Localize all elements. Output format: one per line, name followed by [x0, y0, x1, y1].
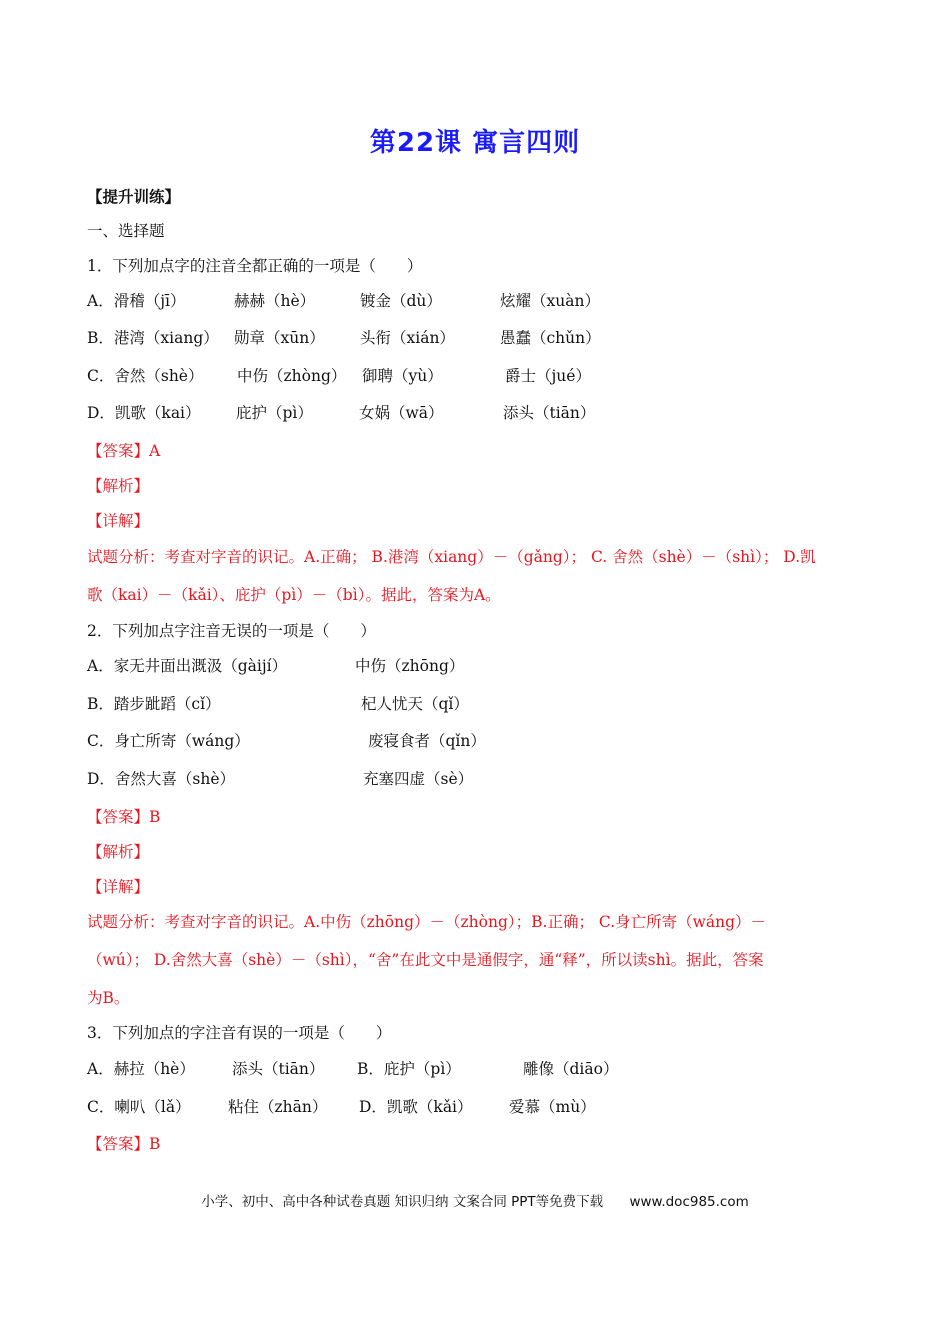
q1-detail-line-2: 歌（kai）－（kǎi）、庇护（pì）－（bì）。据此，答案为A。	[87, 586, 501, 604]
footer-url[interactable]: www.doc985.com	[629, 1194, 749, 1210]
q2-option-d-2: 充塞四虚（sè）	[363, 770, 474, 788]
q2-option-a-1: A．家无井面出溉汲（gàijí）	[87, 657, 288, 675]
q3-option-d-1: D．凯歌（kǎi）	[359, 1098, 473, 1116]
q1-detail-line-1: 试题分析：考查对字音的识记。A.正确； B.港湾（xiang）－（gǎng）； C. 舍然（shè）－（shì）； D.凯	[87, 548, 816, 566]
question-2-stem: 2．下列加点字注音无误的一项是（ ）	[87, 622, 376, 640]
page-title: 第22课 寓言四则	[369, 128, 581, 158]
q1-analysis-label: 【解析】	[87, 477, 150, 495]
q1-option-c-1: C．舍然（shè）	[87, 367, 204, 385]
q1-option-a-3: 镀金（dù）	[360, 292, 442, 310]
q2-detail-line-1: 试题分析：考查对字音的识记。A.中伤（zhōng）－（zhòng）；B.正确； C.身亡所寄（wáng）－	[87, 913, 767, 931]
q2-detail-label: 【详解】	[87, 878, 150, 896]
question-3-stem: 3．下列加点的字注音有误的一项是（ ）	[87, 1024, 392, 1042]
q1-option-c-2: 中伤（zhòng）	[237, 367, 347, 385]
part-heading: 一、选择题	[87, 222, 165, 240]
q1-option-a-4: 炫耀（xuàn）	[500, 292, 600, 310]
q1-option-a-1: A．滑稽（jī）	[87, 292, 186, 310]
q1-option-b-1: B．港湾（xiang）	[87, 329, 219, 347]
q2-option-b-2: 杞人忧天（qǐ）	[361, 695, 469, 713]
q1-option-d-1: D．凯歌（kai）	[87, 404, 201, 422]
q3-answer: 【答案】B	[87, 1135, 161, 1153]
q3-option-b-1: B．庇护（pì）	[357, 1060, 461, 1078]
q2-option-a-2: 中伤（zhōng）	[355, 657, 465, 675]
q1-option-d-4: 添头（tiān）	[503, 404, 596, 422]
q1-option-a-2: 赫赫（hè）	[234, 292, 316, 310]
q3-option-c-1: C．喇叭（lǎ）	[87, 1098, 191, 1116]
q2-option-c-2: 废寝食者（qǐn）	[368, 732, 486, 750]
q1-option-d-2: 庇护（pì）	[236, 404, 313, 422]
q1-detail-label: 【详解】	[87, 512, 150, 530]
q2-option-b-1: B．踏步跐蹈（cǐ）	[87, 695, 221, 713]
q1-option-b-2: 勋章（xūn）	[234, 329, 325, 347]
q3-option-a-1: A．赫拉（hè）	[87, 1060, 195, 1078]
q3-option-d-2: 爱慕（mù）	[509, 1098, 596, 1116]
q2-answer: 【答案】B	[87, 808, 161, 826]
q3-option-c-2: 粘住（zhān）	[228, 1098, 328, 1116]
q1-option-c-3: 御聘（yù）	[362, 367, 443, 385]
q1-option-c-4: 爵士（jué）	[505, 367, 591, 385]
q2-detail-line-3: 为B。	[87, 989, 130, 1007]
q2-detail-line-2: （wú）； D.舍然大喜（shè）－（shì），“舍”在此文中是通假字，通“释”，所以读shì。据此，答案	[87, 951, 764, 969]
section-header: 【提升训练】	[87, 187, 181, 206]
q1-answer: 【答案】A	[87, 442, 161, 460]
footer-text: 小学、初中、高中各种试卷真题 知识归纳 文案合同 PPT等免费下载	[201, 1194, 604, 1210]
q3-option-a-2: 添头（tiān）	[232, 1060, 325, 1078]
q1-option-d-3: 女娲（wā）	[359, 404, 444, 422]
page-footer	[0, 1190, 950, 1210]
q2-option-d-1: D．舍然大喜（shè）	[87, 770, 236, 788]
q1-option-b-3: 头衔（xián）	[360, 329, 455, 347]
q2-option-c-1: C．身亡所寄（wáng）	[87, 732, 250, 750]
q2-analysis-label: 【解析】	[87, 843, 150, 861]
q3-option-b-2: 雕像（diāo）	[523, 1060, 619, 1078]
q1-option-b-4: 愚蠢（chǔn）	[500, 329, 601, 347]
question-1-stem: 1．下列加点字的注音全都正确的一项是（ ）	[87, 257, 423, 275]
